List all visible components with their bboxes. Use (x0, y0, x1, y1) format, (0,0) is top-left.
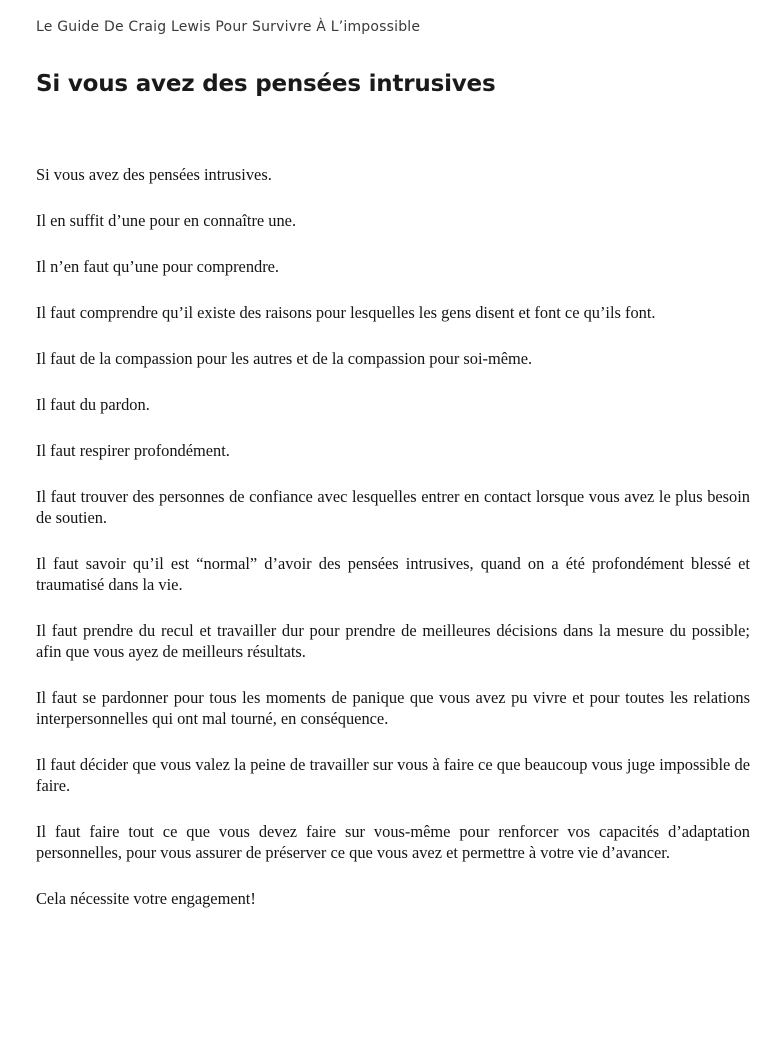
paragraph: Cela nécessite votre engagement! (36, 889, 256, 908)
paragraph: Il faut du pardon. (36, 395, 150, 414)
running-header: Le Guide De Craig Lewis Pour Survivre À L’impossible (36, 19, 421, 35)
paragraph: Il faut trouver des personnes de confiance avec lesquelles entrer en contact lorsque vous avez le plus besoin de soutien. (36, 487, 750, 527)
chapter-title: Si vous avez des pensées intrusives (36, 71, 496, 97)
paragraph: Il faut décider que vous valez la peine de travailler sur vous à faire ce que beaucoup vous juge impossible de faire. (36, 755, 750, 795)
paragraph: Il faut savoir qu’il est “normal” d’avoir des pensées intrusives, quand on a été profondément blessé et traumatisé dans la vie. (36, 554, 750, 594)
paragraph: Il faut de la compassion pour les autres et de la compassion pour soi-même. (36, 349, 533, 368)
paragraph: Il en suffit d’une pour en connaître une. (36, 211, 297, 230)
paragraph: Il faut respirer profondément. (36, 441, 230, 460)
paragraph: Il faut comprendre qu’il existe des raisons pour lesquelles les gens disent et font ce qu’ils font. (36, 303, 656, 322)
paragraph: Si vous avez des pensées intrusives. (36, 165, 272, 184)
paragraph: Il faut prendre du recul et travailler dur pour prendre de meilleures décisions dans la mesure du possible; afin que vous ayez de meilleurs résultats. (36, 621, 750, 661)
body-text (36, 164, 750, 934)
paragraph: Il n’en faut qu’une pour comprendre. (36, 257, 280, 276)
paragraph: Il faut faire tout ce que vous devez faire sur vous-même pour renforcer vos capacités d’adaptation personnelles, pour vous assurer de préserver ce que vous avez et permettre à votre vie d’avancer. (36, 822, 750, 862)
paragraph: Il faut se pardonner pour tous les moments de panique que vous avez pu vivre et pour toutes les relations interpersonnelles qui ont mal tourné, en conséquence. (36, 688, 750, 728)
